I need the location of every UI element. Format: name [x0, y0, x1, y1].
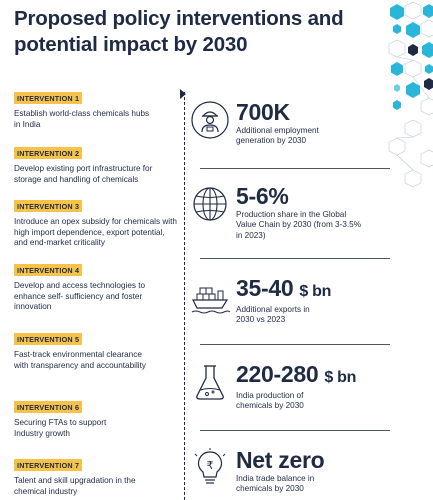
worker-icon — [190, 100, 230, 140]
rupee-bulb-icon — [190, 448, 230, 488]
intervention-tag: INTERVENTION 4 — [14, 264, 82, 276]
impact-description: Production share in the Global Value Chain by 2030 (from 3-3.5% in 2023) — [236, 210, 362, 240]
intervention-2 — [14, 143, 186, 185]
hexagon-decoration-icon — [373, 0, 433, 190]
intervention-3 — [14, 196, 186, 249]
intervention-tag: INTERVENTION 6 — [14, 401, 82, 413]
impact-value: Net zero — [236, 447, 325, 473]
impact-separator — [200, 168, 390, 169]
intervention-tag: INTERVENTION 5 — [14, 333, 82, 345]
impact-value: 220-280 — [236, 361, 319, 387]
intervention-text: Securing FTAs to support Industry growth — [14, 418, 107, 438]
intervention-tag: INTERVENTION 1 — [14, 92, 82, 104]
intervention-tag: INTERVENTION 3 — [14, 200, 82, 212]
impact-description: Additional employment generation by 2030 — [236, 126, 319, 146]
intervention-tag: INTERVENTION 7 — [14, 459, 82, 471]
intervention-tag: INTERVENTION 2 — [14, 147, 82, 159]
intervention-7 — [14, 455, 186, 497]
impact-description: India production of chemicals by 2030 — [236, 391, 304, 411]
globe-icon — [190, 184, 230, 224]
impact-value: 700K — [236, 99, 290, 125]
impact-description: Additional exports in 2030 vs 2023 — [236, 305, 310, 325]
intervention-text: Develop and access technologies to enhance self- sufficiency and foster innovation — [14, 281, 146, 312]
intervention-4 — [14, 260, 186, 313]
intervention-1 — [14, 88, 186, 130]
impact-value: 5-6% — [236, 183, 289, 209]
intervention-text: Introduce an opex subsidy for chemicals with high import dependence, export potential, and end-market criticality — [14, 217, 177, 248]
cargo-ship-icon — [190, 276, 230, 316]
impact-unit: $ bn — [299, 283, 332, 300]
impact-unit: $ bn — [324, 369, 357, 386]
impact-separator — [200, 344, 390, 345]
intervention-text: Establish world-class chemicals hubs in India — [14, 109, 150, 129]
flask-icon — [190, 362, 230, 402]
interventions-column — [14, 0, 186, 500]
divider-arrow-icon — [180, 89, 186, 99]
impact-description: India trade balance in chemicals by 2030 — [236, 474, 315, 494]
intervention-text: Talent and skill upgradation in the chemical industry — [14, 476, 136, 496]
impact-separator — [200, 430, 390, 431]
impact-separator — [200, 258, 390, 259]
svg-text:₹: ₹ — [206, 459, 214, 472]
intervention-6 — [14, 397, 186, 439]
intervention-text: Fast-track environmental clearance with transparency and accountability — [14, 350, 146, 370]
page-title: Proposed policy interventions and potential impact by 2030 — [14, 7, 344, 56]
intervention-5 — [14, 329, 186, 371]
impact-value: 35-40 — [236, 275, 294, 301]
intervention-text: Develop existing port infrastructure for storage and handling of chemicals — [14, 164, 153, 184]
dashed-divider — [184, 92, 185, 500]
